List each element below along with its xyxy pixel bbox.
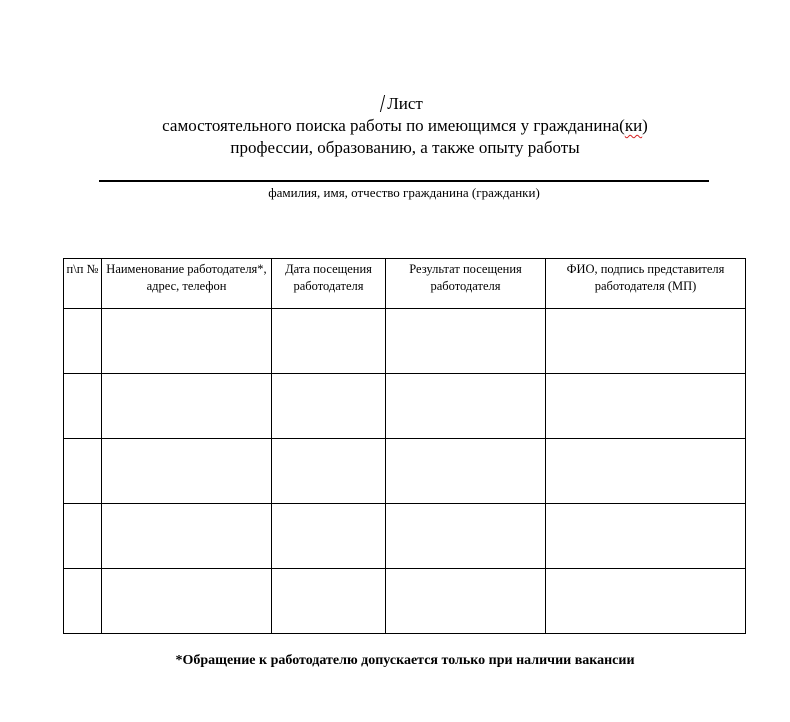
table-row <box>64 569 746 634</box>
column-header-number: п\п № <box>64 259 102 309</box>
table-cell[interactable] <box>64 439 102 504</box>
table-cell[interactable] <box>546 309 746 374</box>
table-cell[interactable] <box>386 374 546 439</box>
table-cell[interactable] <box>546 439 746 504</box>
table-cell[interactable] <box>64 504 102 569</box>
table-cell[interactable] <box>64 309 102 374</box>
table-row <box>64 309 746 374</box>
table-cell[interactable] <box>272 309 386 374</box>
job-search-table <box>63 258 746 634</box>
table-cell[interactable] <box>386 569 546 634</box>
table-row <box>64 374 746 439</box>
table-cell[interactable] <box>272 374 386 439</box>
title-line-3: профессии, образованию, а также опыту работы <box>230 138 580 157</box>
text-cursor-icon <box>380 95 385 112</box>
table-cell[interactable] <box>64 569 102 634</box>
footnote: *Обращение к работодателю допускается только при наличии вакансии <box>175 653 635 668</box>
table-cell[interactable] <box>102 504 272 569</box>
fio-caption: фамилия, имя, отчество гражданина (гражданки) <box>268 185 540 200</box>
title-line-2-end: ) <box>642 116 648 135</box>
document-title <box>60 93 750 159</box>
title-line-1 <box>60 93 750 115</box>
table-cell[interactable] <box>272 439 386 504</box>
title-word: Лист <box>387 94 423 113</box>
table-row <box>64 504 746 569</box>
title-line-2 <box>60 115 750 137</box>
table-cell[interactable] <box>102 374 272 439</box>
table-cell[interactable] <box>546 504 746 569</box>
table-cell[interactable] <box>64 374 102 439</box>
fio-signature-line <box>99 180 709 182</box>
column-header-visit-result: Результат посещения работодателя <box>386 259 546 309</box>
spellcheck-flagged-text: ки <box>624 116 643 135</box>
table-cell[interactable] <box>272 569 386 634</box>
table-cell[interactable] <box>386 504 546 569</box>
table-row <box>64 439 746 504</box>
table-cell[interactable] <box>386 309 546 374</box>
column-header-employer: Наименование работодателя*, адрес, телефон <box>102 259 272 309</box>
column-header-visit-date: Дата посещения работодателя <box>272 259 386 309</box>
table-cell[interactable] <box>102 439 272 504</box>
table-cell[interactable] <box>102 309 272 374</box>
table-header-row <box>64 259 746 309</box>
table-cell[interactable] <box>546 374 746 439</box>
table-cell[interactable] <box>102 569 272 634</box>
table-cell[interactable] <box>546 569 746 634</box>
table-cell[interactable] <box>272 504 386 569</box>
title-line-2-main: самостоятельного поиска работы по имеющимся у гражданина( <box>162 116 625 135</box>
column-header-representative: ФИО, подпись представителя работодателя (МП) <box>546 259 746 309</box>
table-cell[interactable] <box>386 439 546 504</box>
